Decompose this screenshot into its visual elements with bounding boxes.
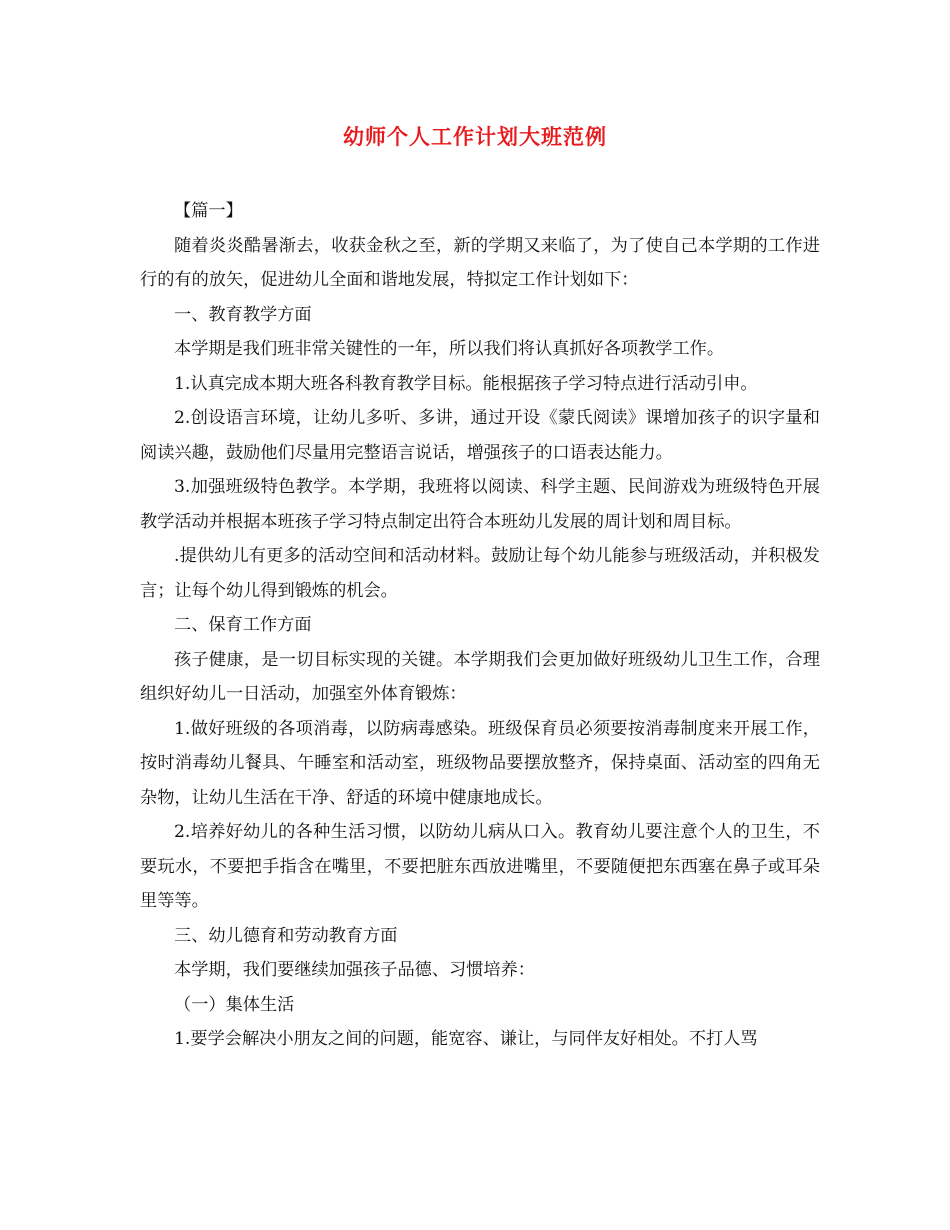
document-body xyxy=(140,194,820,1057)
list-item: 2.培养好幼儿的各种生活习惯，以防幼儿病从口入。教育幼儿要注意个人的卫生，不要玩水，不要把手指含在嘴里，不要把脏东西放进嘴里，不要随便把东西塞在鼻子或耳朵里等等。 xyxy=(140,822,820,911)
document-title: 幼师个人工作计划大班范例 xyxy=(343,125,607,149)
section-heading-teaching: 一、教育教学方面 xyxy=(174,304,312,325)
list-item: 1.认真完成本期大班各科教育教学目标。能根据孩子学习特点进行活动引申。 xyxy=(174,373,758,394)
section-heading-care: 二、保育工作方面 xyxy=(174,615,312,635)
paragraph: 本学期是我们班非常关键性的一年，所以我们将认真抓好各项教学工作。 xyxy=(174,339,725,359)
subsection-heading: （一）集体生活 xyxy=(174,994,295,1015)
list-item: 1.做好班级的各项消毒，以防病毒感染。班级保育员必须要按消毒制度来开展工作，按时消毒幼儿餐具、午睡室和活动室，班级物品要摆放整齐，保持桌面、活动室的四角无杂物，让幼儿生活在干净、舒适的环境中健康地成长。 xyxy=(140,718,820,808)
paragraph: 孩子健康，是一切目标实现的关键。本学期我们会更加做好班级幼儿卫生工作，合理组织好幼儿一日活动，加强室外体育锻炼： xyxy=(140,649,820,704)
paragraph: 本学期，我们要继续加强孩子品德、习惯培养： xyxy=(174,960,535,980)
paragraph-intro: 随着炎炎酷暑渐去，收获金秋之至，新的学期又来临了，为了使自己本学期的工作进行的有的放矢，促进幼儿全面和谐地发展，特拟定工作计划如下： xyxy=(140,235,820,290)
list-item: 2.创设语言环境，让幼儿多听、多讲，通过开设《蒙氏阅读》课增加孩子的识字量和阅读兴趣，鼓励他们尽量用完整语言说话，增强孩子的口语表达能力。 xyxy=(140,408,820,463)
section-heading-part-one: 【篇一】 xyxy=(174,201,243,221)
list-item: 1.要学会解决小朋友之间的问题，能宽容、谦让，与同伴友好相处。不打人骂 xyxy=(174,1029,758,1049)
section-heading-moral: 三、幼儿德育和劳动教育方面 xyxy=(174,925,398,946)
list-item: .提供幼儿有更多的活动空间和活动材料。鼓励让每个幼儿能参与班级活动，并积极发言；让每个幼儿得到锻炼的机会。 xyxy=(140,546,820,601)
list-item: 3.加强班级特色教学。本学期，我班将以阅读、科学主题、民间游戏为班级特色开展教学活动并根据本班孩子学习特点制定出符合本班幼儿发展的周计划和周目标。 xyxy=(140,477,820,532)
